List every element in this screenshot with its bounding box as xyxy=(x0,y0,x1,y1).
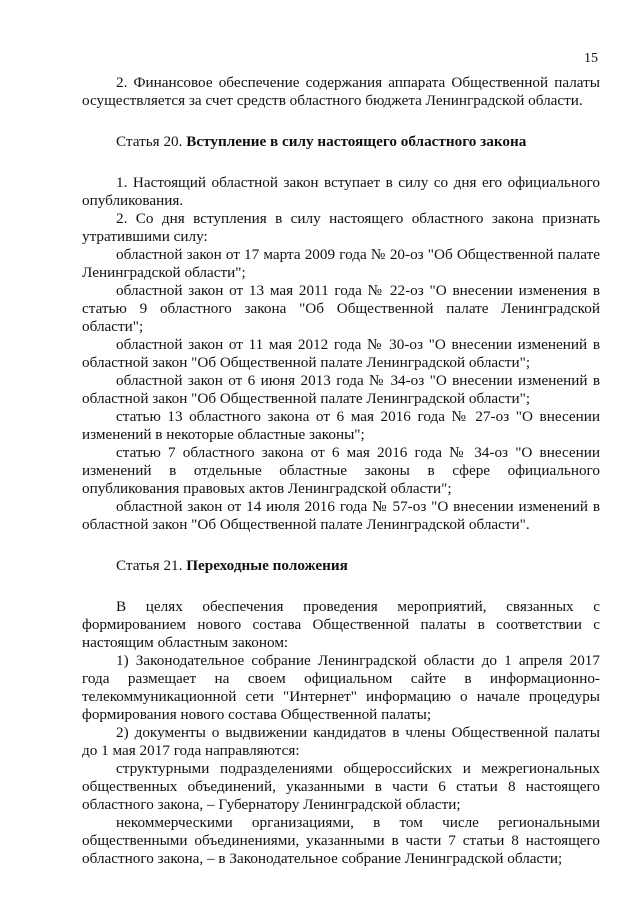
article-21-body xyxy=(82,598,600,868)
list-item: областной закон от 17 марта 2009 года № 20-оз "Об Общественной палате Ленинградской области"; xyxy=(82,246,600,281)
list-item: областной закон от 13 мая 2011 года № 22-оз "О внесении изменения в статью 9 областного закона "Об Общественной палате Ленинградской области"; xyxy=(82,282,600,335)
paragraph: 1. Настоящий областной закон вступает в силу со дня его официального опубликования. xyxy=(82,174,600,209)
page-number: 15 xyxy=(584,51,598,66)
article-20-title: Вступление в силу настоящего областного закона xyxy=(186,133,527,150)
list-item: 2) документы о выдвижении кандидатов в члены Общественной палаты до 1 мая 2017 года направляются: xyxy=(82,724,600,759)
list-item: областной закон от 14 июля 2016 года № 57-оз "О внесении изменений в областной закон "Об Общественной палате Ленинградской области". xyxy=(82,498,600,533)
article-21-heading xyxy=(82,557,600,575)
paragraph-financing: 2. Финансовое обеспечение содержания аппарата Общественной палаты осуществляется за счет средств областного бюджета Ленинградской области. xyxy=(82,74,600,109)
paragraph: 2. Со дня вступления в силу настоящего областного закона признать утратившими силу: xyxy=(82,210,600,245)
list-item: некоммерческими организациями, в том числе региональными общественными объединениями, указанными в части 7 статьи 8 настоящего областного закона, – в Законодательное собрание Ленинградской области; xyxy=(82,814,600,867)
list-item: областной закон от 11 мая 2012 года № 30-оз "О внесении изменений в областной закон "Об Общественной палате Ленинградской области"; xyxy=(82,336,600,371)
list-item: структурными подразделениями общероссийских и межрегиональных общественных объединений, указанными в части 6 статьи 8 настоящего областного закона, – Губернатору Ленинградской области; xyxy=(82,760,600,813)
list-item: статью 13 областного закона от 6 мая 2016 года № 27-оз "О внесении изменений в некоторые областные законы"; xyxy=(82,408,600,443)
article-21-number: Статья 21. xyxy=(116,557,183,574)
article-20-number: Статья 20. xyxy=(116,133,183,150)
list-item: статью 7 областного закона от 6 мая 2016 года № 34-оз "О внесении изменений в отдельные областные законы в сфере официального опубликования правовых актов Ленинградской области"; xyxy=(82,444,600,497)
document-body xyxy=(82,74,600,868)
paragraph: В целях обеспечения проведения мероприятий, связанных с формированием нового состава Общественной палаты в соответствии с настоящим областным законом: xyxy=(82,598,600,651)
article-21-title: Переходные положения xyxy=(186,557,348,574)
article-20-body xyxy=(82,174,600,534)
list-item: областной закон от 6 июня 2013 года № 34-оз "О внесении изменений в областной закон "Об Общественной палате Ленинградской области"; xyxy=(82,372,600,407)
list-item: 1) Законодательное собрание Ленинградской области до 1 апреля 2017 года размещает на своем официальном сайте в информационно-телекоммуникационной сети "Интернет" информацию о начале процедуры формирования нового состава Общественной палаты; xyxy=(82,652,600,723)
article-20-heading xyxy=(82,133,600,151)
